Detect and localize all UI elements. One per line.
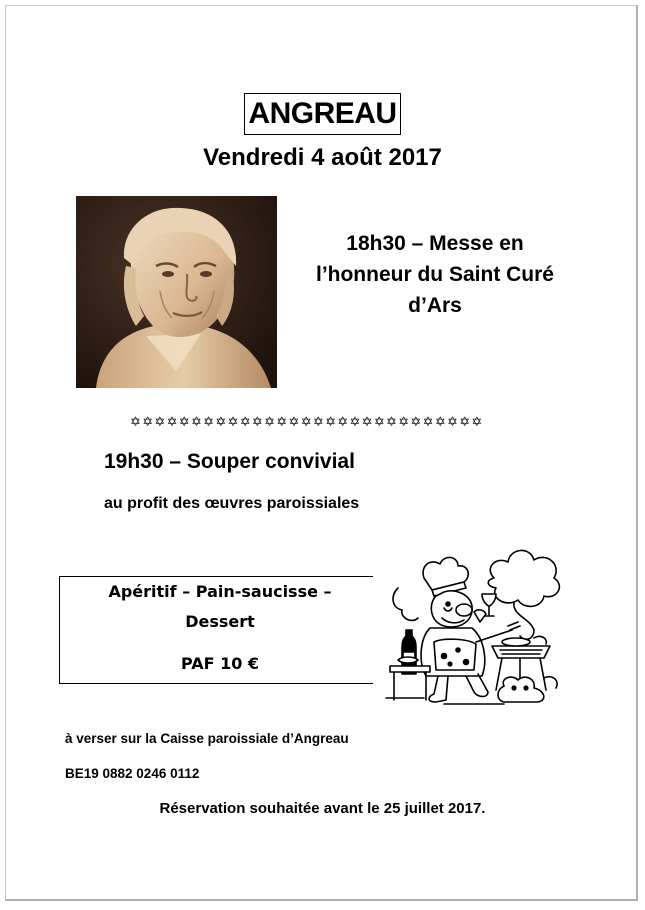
menu-line-2: Dessert — [185, 612, 255, 631]
mass-line-3: d’Ars — [408, 294, 462, 317]
bank-account: BE19 0882 0246 0112 — [65, 766, 200, 781]
cure-ars-portrait — [76, 196, 277, 388]
payment-instruction: à verser sur la Caisse paroissiale d’Angreau — [65, 731, 349, 746]
supper-title: 19h30 – Souper convivial — [104, 450, 355, 473]
page-title: ANGREAU — [244, 93, 401, 135]
bbq-chef-illustration — [384, 538, 566, 708]
supper-subtitle: au profit des œuvres paroissiales — [104, 495, 360, 512]
mass-line-1: 18h30 – Messe en — [346, 232, 524, 255]
menu-line-1: Apéritif – Pain-saucisse – — [108, 582, 332, 601]
event-date: Vendredi 4 août 2017 — [203, 144, 442, 171]
mass-announcement — [290, 228, 580, 321]
mass-line-2: l’honneur du Saint Curé — [315, 263, 554, 286]
menu-price: PAF 10 € — [180, 654, 260, 673]
reservation-note: Réservation souhaitée avant le 25 juillet 2017. — [159, 800, 486, 817]
star-separator: ✡✡✡✡✡✡✡✡✡✡✡✡✡✡✡✡✡✡✡✡✡✡✡✡✡✡✡✡✡ — [130, 414, 484, 429]
